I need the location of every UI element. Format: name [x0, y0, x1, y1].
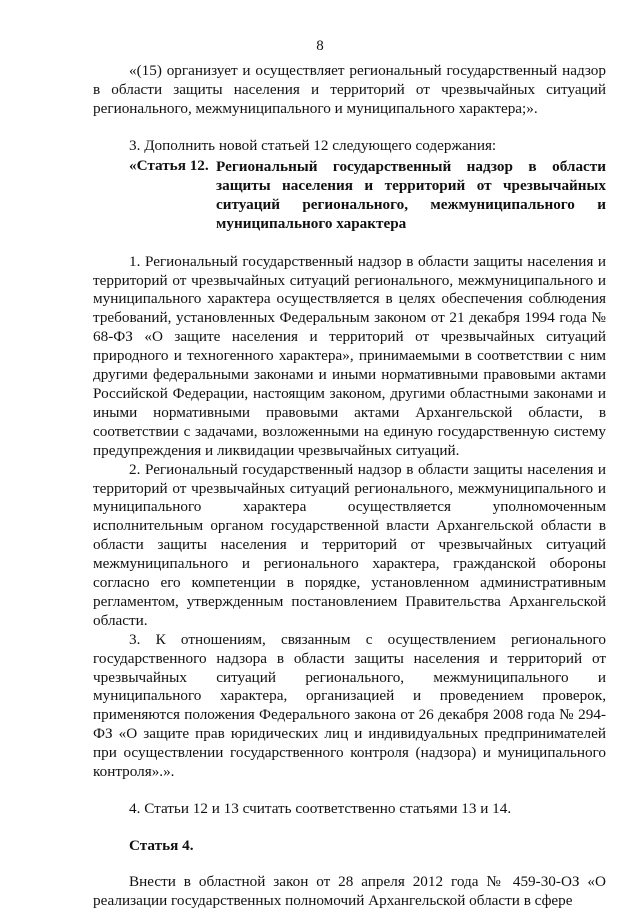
paragraph-item-15: «(15) организует и осуществляет региональный государственный надзор в области защиты населения и территорий от чрезвычайных ситуаций регионального, межмуниципального и муниципального характера;». [93, 62, 606, 117]
article-12-item-3: 3. К отношениям, связанным с осуществлением регионального государственного надзора в области защиты населения и территорий от чрезвычайных ситуаций регионального, межмуниципального и муниципального характера, организацией и проведением проверок, применяются положения Федерального закона от 26 декабря 2008 года № 294-ФЗ «О защите прав юридических лиц и индивидуальных предпринимателей при осуществлении государственного контроля (надзора) и муниципального контроля».». [93, 630, 606, 781]
paragraph-amendment-3: 3. Дополнить новой статьей 12 следующего содержания: [129, 136, 497, 154]
page-number: 8 [316, 38, 324, 54]
article-12-heading [93, 157, 606, 233]
section-title-article-4: Статья 4. [129, 836, 194, 854]
article-12-title: Региональный государственный надзор в области защиты населения и территорий от чрезвычайных ситуаций регионального, межмуниципального и муниципального характера [216, 157, 606, 232]
document-body [93, 62, 606, 911]
paragraph-amendment-4: 4. Статьи 12 и 13 считать соответственно статьями 13 и 14. [129, 800, 512, 817]
article-12-item-1: 1. Региональный государственный надзор в области защиты населения и территорий от чрезвычайных ситуаций регионального, межмуниципального и муниципального характера осуществляется в целях обеспечения соблюдения требований, установленных Федеральным законом от 21 декабря 1994 года № 68-ФЗ «О защите населения и территорий от чрезвычайных ситуаций природного и техногенного характера», принимаемыми в соответствии с ним другими федеральными законами и иными нормативными правовыми актами Российской Федерации, настоящим законом, другими областными законами и иными нормативными правовыми актами Архангельской области, в соответствии с задачами, возложенными на единую государственную систему предупреждения и ликвидации чрезвычайных ситуаций. [93, 252, 606, 459]
paragraph-article-4-text: Внести в областной закон от 28 апреля 2012 года № 459-30-ОЗ «О реализации государственных полномочий Архангельской области в сфере [93, 872, 606, 909]
article-12-label: «Статья 12. [129, 156, 209, 174]
article-12-item-2: 2. Региональный государственный надзор в области защиты населения и территорий от чрезвычайных ситуаций регионального, межмуниципального и муниципального характера осуществляется уполномоченным исполнительным органом государственной власти Архангельской области в области защиты населения и территорий от чрезвычайных ситуаций межмуниципального и регионального характера, гражданской обороны согласно его компетенции в порядке, установленном административным регламентом, утвержденным постановлением Правительства Архангельской области. [93, 460, 606, 629]
